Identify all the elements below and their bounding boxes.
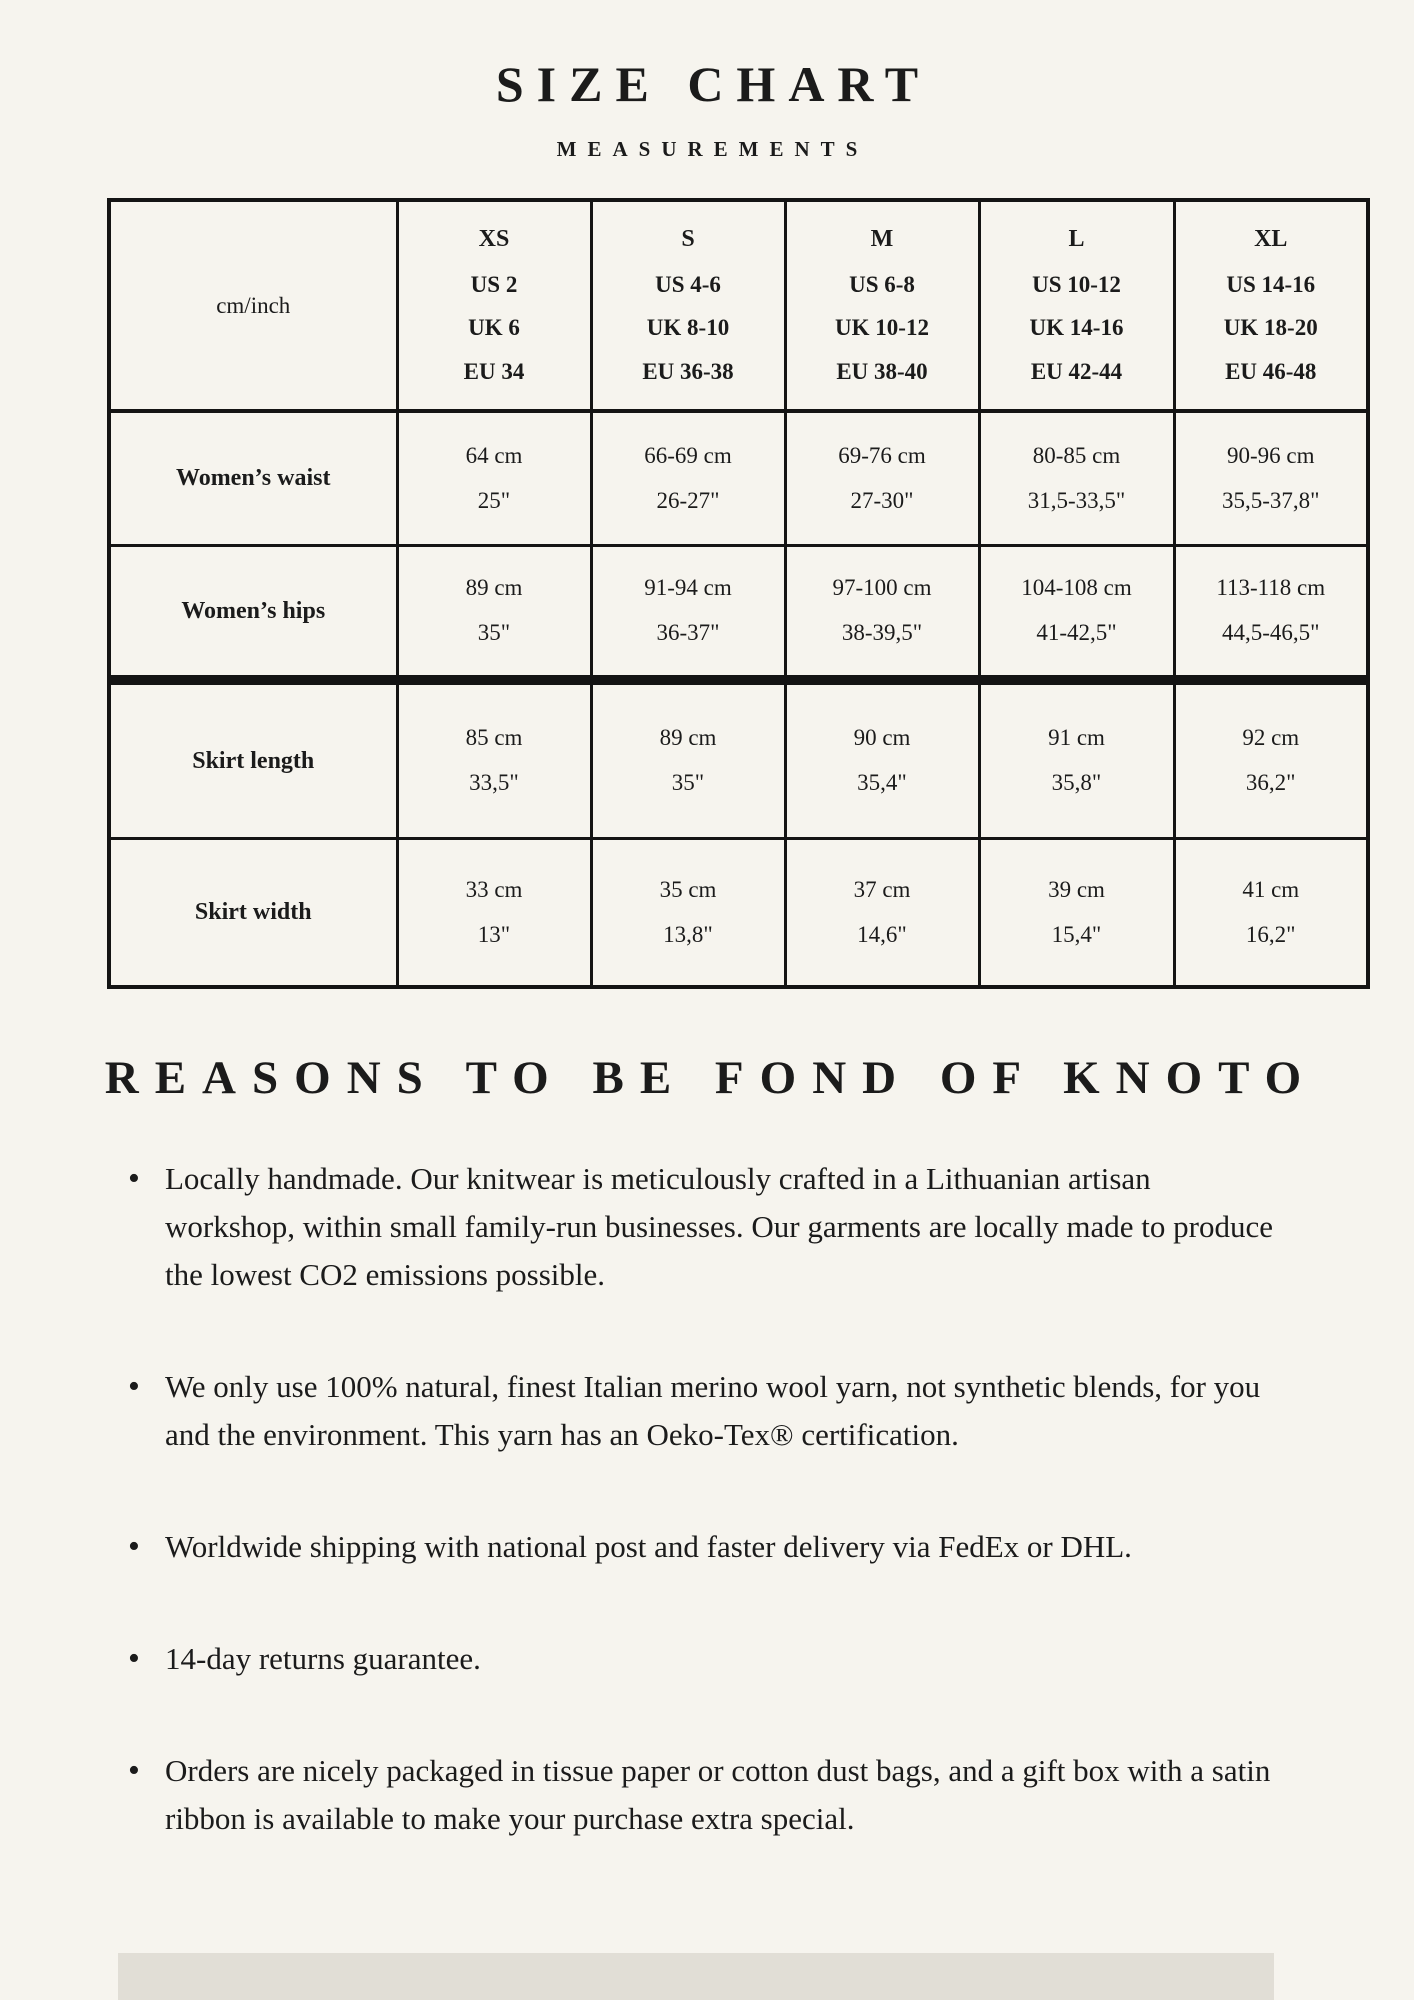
size-eu: EU 34 bbox=[463, 359, 525, 385]
cell-cm: 91 cm bbox=[1048, 725, 1105, 751]
table-row-womens-hips bbox=[109, 546, 1368, 681]
measurement-cell bbox=[785, 411, 979, 546]
cell-inch: 15,4" bbox=[1051, 921, 1102, 947]
cell-cm: 89 cm bbox=[659, 725, 717, 751]
cell-cm: 66-69 cm bbox=[644, 442, 732, 468]
list-item: • Locally handmade. Our knitwear is meticulously crafted in a Lithuanian artisan workshop, within small family-run businesses. Our garments are locally made to produce the lowest CO2 emissions possible. bbox=[128, 1155, 1288, 1299]
size-eu: EU 38-40 bbox=[836, 359, 928, 385]
size-us: US 2 bbox=[470, 271, 518, 297]
size-us: US 14-16 bbox=[1226, 271, 1316, 297]
measurement-cell bbox=[397, 411, 591, 546]
measurement-cell bbox=[979, 839, 1174, 988]
cell-cm: 97-100 cm bbox=[832, 575, 932, 601]
measurement-cell bbox=[785, 839, 979, 988]
page-subtitle: MEASUREMENTS bbox=[556, 137, 869, 161]
cell-inch: 14,6" bbox=[857, 921, 907, 947]
cell-inch: 35,5-37,8" bbox=[1221, 487, 1320, 513]
measurement-cell bbox=[591, 546, 785, 681]
measurement-cell bbox=[591, 839, 785, 988]
size-eu: EU 36-38 bbox=[642, 359, 734, 385]
cell-cm: 39 cm bbox=[1048, 876, 1105, 902]
size-table-header-row bbox=[109, 200, 1368, 411]
row-label: Skirt length bbox=[109, 680, 397, 839]
measurement-cell bbox=[785, 546, 979, 681]
size-uk: UK 10-12 bbox=[835, 315, 929, 341]
size-us: US 6-8 bbox=[849, 271, 915, 297]
measurement-cell bbox=[1174, 680, 1368, 839]
cell-cm: 90-96 cm bbox=[1226, 442, 1315, 468]
cell-cm: 85 cm bbox=[465, 725, 523, 751]
size-chart-table bbox=[107, 198, 1370, 989]
size-name: L bbox=[1068, 226, 1085, 253]
size-name: XS bbox=[478, 226, 510, 253]
cell-cm: 80-85 cm bbox=[1032, 442, 1121, 468]
page-title: SIZE CHART bbox=[495, 56, 932, 112]
cell-cm: 104-108 cm bbox=[1021, 575, 1132, 601]
measurement-cell bbox=[397, 680, 591, 839]
cell-inch: 33,5" bbox=[469, 770, 519, 795]
size-name: S bbox=[681, 226, 695, 253]
table-row-womens-waist bbox=[109, 411, 1368, 546]
cell-inch: 35,8" bbox=[1051, 770, 1102, 795]
column-header-l bbox=[979, 200, 1174, 411]
measurement-cell bbox=[1174, 839, 1368, 988]
list-item: • 14-day returns guarantee. bbox=[128, 1635, 1288, 1683]
list-item: • We only use 100% natural, finest Italian merino wool yarn, not synthetic blends, for you and the environment. This yarn has an Oeko-Tex® certification. bbox=[128, 1363, 1288, 1459]
cell-cm: 64 cm bbox=[465, 442, 523, 468]
cell-inch: 35" bbox=[477, 620, 511, 645]
column-header-m bbox=[785, 200, 979, 411]
measurement-cell bbox=[785, 680, 979, 839]
cell-inch: 13,8" bbox=[663, 921, 713, 947]
cell-inch: 35,4" bbox=[857, 770, 907, 795]
row-label: Women’s hips bbox=[109, 546, 397, 681]
cell-inch: 16,2" bbox=[1245, 921, 1296, 947]
cell-cm: 92 cm bbox=[1242, 725, 1300, 751]
measurement-cell bbox=[591, 411, 785, 546]
cell-cm: 33 cm bbox=[465, 876, 523, 902]
table-row-skirt-length bbox=[109, 680, 1368, 839]
measurement-cell bbox=[397, 546, 591, 681]
size-name: XL bbox=[1254, 226, 1288, 253]
cell-inch: 38-39,5" bbox=[841, 620, 923, 645]
cell-cm: 35 cm bbox=[659, 876, 717, 902]
cell-inch: 31,5-33,5" bbox=[1027, 487, 1126, 513]
size-uk: UK 18-20 bbox=[1223, 315, 1318, 341]
cell-cm: 37 cm bbox=[853, 876, 911, 902]
cell-inch: 36,2" bbox=[1245, 770, 1296, 795]
list-item: • Orders are nicely packaged in tissue paper or cotton dust bags, and a gift box with a satin ribbon is available to make your purchase extra special. bbox=[128, 1747, 1288, 1843]
measurement-cell bbox=[591, 680, 785, 839]
cell-inch: 13" bbox=[477, 921, 511, 947]
column-header-xs bbox=[397, 200, 591, 411]
cell-cm: 113-118 cm bbox=[1216, 575, 1326, 601]
cell-cm: 41 cm bbox=[1242, 876, 1300, 902]
measurement-cell bbox=[979, 546, 1174, 681]
cell-inch: 41-42,5" bbox=[1036, 620, 1117, 645]
measurement-cell bbox=[979, 411, 1174, 546]
reasons-heading: REASONS TO BE FOND OF KNOTO bbox=[104, 1052, 1318, 1104]
cell-cm: 90 cm bbox=[853, 725, 911, 751]
size-us: US 10-12 bbox=[1032, 271, 1121, 297]
footer-band bbox=[118, 1953, 1274, 2000]
measurement-cell bbox=[1174, 411, 1368, 546]
cell-cm: 69-76 cm bbox=[838, 442, 926, 468]
cell-inch: 26-27" bbox=[656, 487, 720, 513]
cell-inch: 36-37" bbox=[656, 620, 720, 645]
cell-inch: 44,5-46,5" bbox=[1221, 620, 1320, 645]
column-header-xl bbox=[1174, 200, 1368, 411]
row-label: Women’s waist bbox=[109, 411, 397, 546]
cell-inch: 25" bbox=[477, 487, 511, 513]
cell-cm: 91-94 cm bbox=[644, 575, 732, 601]
cell-inch: 35" bbox=[671, 770, 705, 795]
size-eu: EU 46-48 bbox=[1225, 359, 1317, 385]
size-eu: EU 42-44 bbox=[1030, 359, 1123, 385]
reasons-list bbox=[128, 1155, 1288, 1843]
table-row-skirt-width bbox=[109, 839, 1368, 988]
size-uk: UK 8-10 bbox=[646, 315, 730, 341]
measurement-cell bbox=[1174, 546, 1368, 681]
row-label: Skirt width bbox=[109, 839, 397, 988]
size-uk: UK 14-16 bbox=[1029, 315, 1124, 341]
cell-cm: 89 cm bbox=[465, 575, 523, 601]
measurement-cell bbox=[979, 680, 1174, 839]
column-header-s bbox=[591, 200, 785, 411]
size-us: US 4-6 bbox=[655, 271, 721, 297]
cell-inch: 27-30" bbox=[850, 487, 914, 513]
list-item: • Worldwide shipping with national post and faster delivery via FedEx or DHL. bbox=[128, 1523, 1288, 1571]
size-name: M bbox=[870, 226, 894, 253]
measurement-cell bbox=[397, 839, 591, 988]
corner-label: cm/inch bbox=[109, 200, 397, 411]
size-uk: UK 6 bbox=[468, 315, 520, 341]
